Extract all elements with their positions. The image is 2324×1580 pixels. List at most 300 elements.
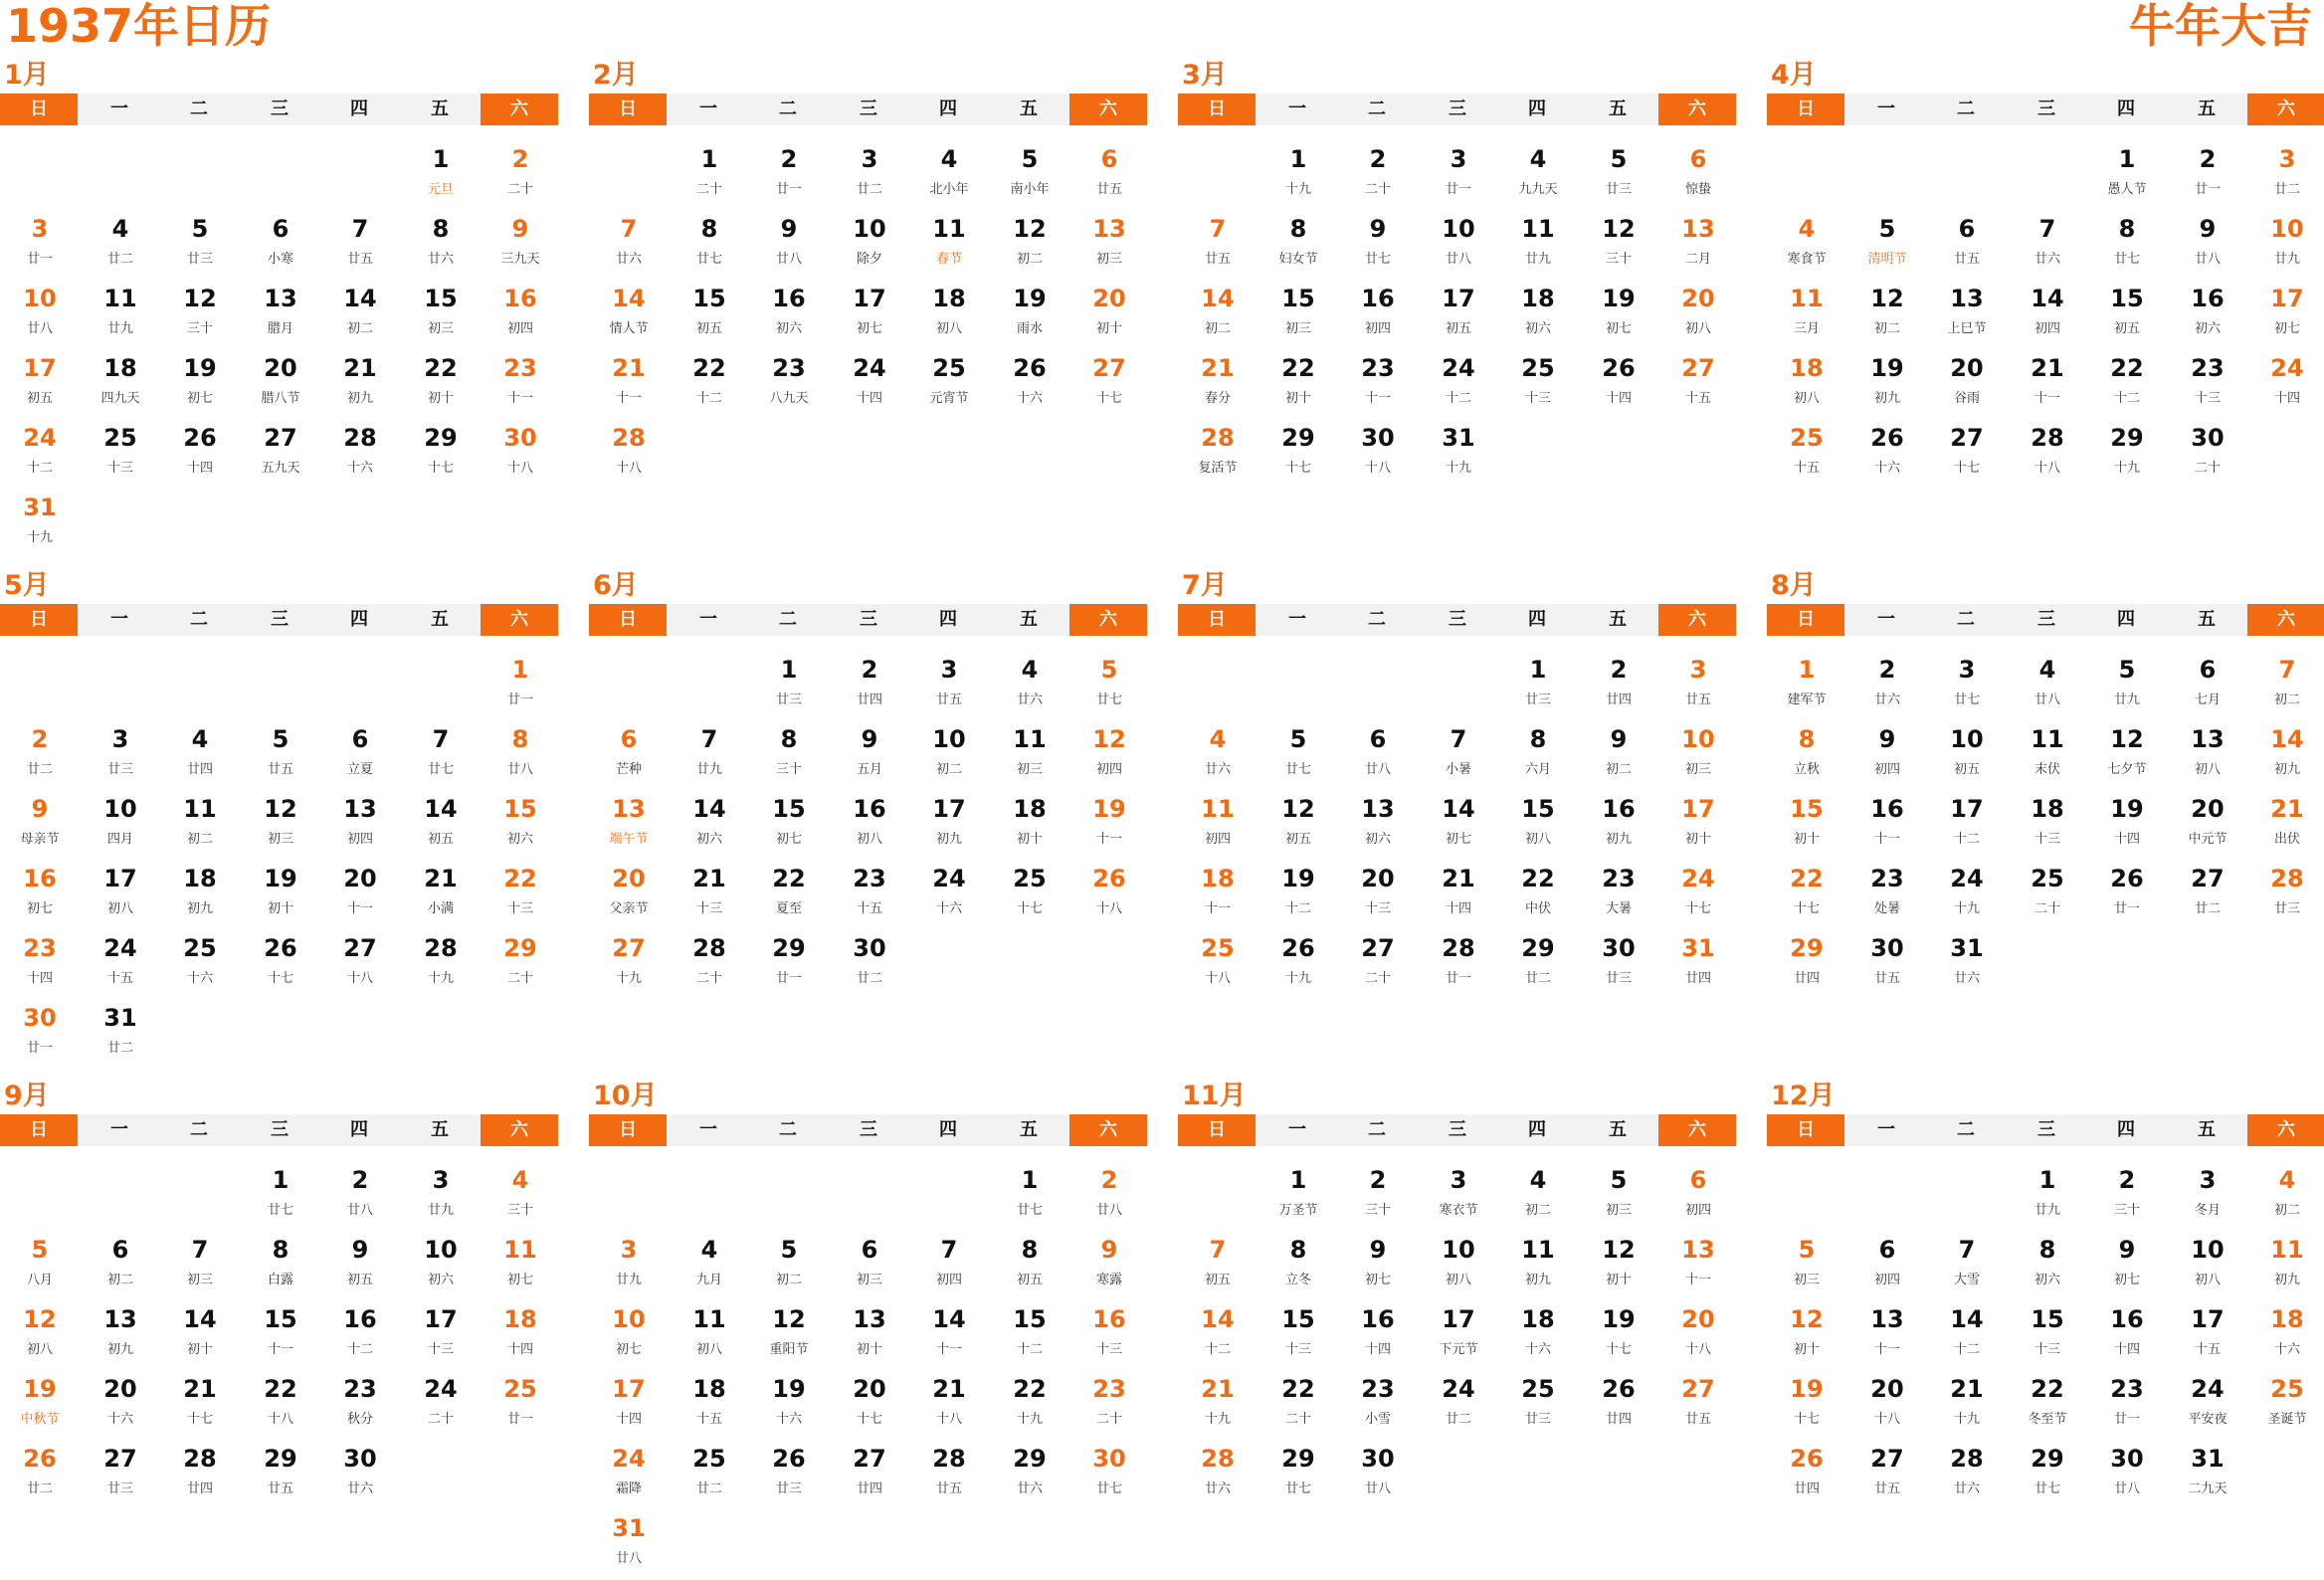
day-cell[interactable] [241, 1162, 320, 1232]
day-cell[interactable] [0, 721, 80, 791]
day-cell[interactable] [320, 721, 400, 791]
day-cell[interactable] [1927, 211, 2007, 281]
day-cell[interactable] [2247, 1371, 2324, 1441]
day-cell[interactable] [1847, 350, 1927, 420]
day-cell[interactable] [1498, 930, 1578, 1000]
day-cell[interactable] [241, 930, 320, 1000]
day-cell[interactable] [1338, 721, 1418, 791]
day-cell[interactable] [1927, 281, 2007, 350]
day-cell[interactable] [1178, 1441, 1258, 1510]
day-cell[interactable] [401, 721, 481, 791]
day-cell[interactable] [241, 350, 320, 420]
day-cell[interactable] [1847, 281, 1927, 350]
day-cell[interactable] [1498, 1232, 1578, 1301]
day-cell[interactable] [1259, 141, 1338, 211]
day-cell[interactable] [1498, 652, 1578, 721]
day-cell[interactable] [909, 1232, 989, 1301]
day-cell[interactable] [2087, 211, 2167, 281]
day-cell[interactable] [1767, 861, 1846, 930]
day-cell[interactable] [670, 721, 749, 791]
day-cell[interactable] [2168, 1301, 2247, 1371]
day-cell[interactable] [2168, 350, 2247, 420]
day-cell[interactable] [1847, 930, 1927, 1000]
day-cell[interactable] [481, 1162, 560, 1232]
day-cell[interactable] [1259, 1162, 1338, 1232]
day-cell[interactable] [401, 1232, 481, 1301]
day-cell[interactable] [1259, 861, 1338, 930]
day-cell[interactable] [589, 1232, 669, 1301]
day-cell[interactable] [81, 1301, 160, 1371]
day-cell[interactable] [160, 1441, 240, 1510]
day-cell[interactable] [1419, 930, 1498, 1000]
day-cell[interactable] [830, 861, 909, 930]
day-cell[interactable] [401, 281, 481, 350]
day-cell[interactable] [2168, 861, 2247, 930]
day-cell[interactable] [2087, 1441, 2167, 1510]
day-cell[interactable] [401, 1162, 481, 1232]
day-cell[interactable] [401, 1371, 481, 1441]
day-cell[interactable] [1178, 861, 1258, 930]
day-cell[interactable] [589, 721, 669, 791]
day-cell[interactable] [1419, 1371, 1498, 1441]
day-cell[interactable] [160, 1371, 240, 1441]
day-cell[interactable] [0, 281, 80, 350]
day-cell[interactable] [2168, 721, 2247, 791]
day-cell[interactable] [830, 1441, 909, 1510]
day-cell[interactable] [2247, 861, 2324, 930]
day-cell[interactable] [2087, 1301, 2167, 1371]
day-cell[interactable] [990, 1441, 1069, 1510]
day-cell[interactable] [1658, 652, 1738, 721]
day-cell[interactable] [160, 420, 240, 490]
day-cell[interactable] [1338, 1232, 1418, 1301]
day-cell[interactable] [1419, 141, 1498, 211]
day-cell[interactable] [0, 1000, 80, 1070]
day-cell[interactable] [241, 211, 320, 281]
day-cell[interactable] [1498, 1301, 1578, 1371]
day-cell[interactable] [241, 420, 320, 490]
day-cell[interactable] [830, 1232, 909, 1301]
day-cell[interactable] [670, 930, 749, 1000]
day-cell[interactable] [401, 141, 481, 211]
day-cell[interactable] [2168, 211, 2247, 281]
day-cell[interactable] [81, 1441, 160, 1510]
day-cell[interactable] [401, 350, 481, 420]
day-cell[interactable] [2008, 1371, 2087, 1441]
day-cell[interactable] [160, 861, 240, 930]
day-cell[interactable] [1579, 721, 1658, 791]
day-cell[interactable] [2087, 652, 2167, 721]
day-cell[interactable] [670, 281, 749, 350]
day-cell[interactable] [1498, 211, 1578, 281]
day-cell[interactable] [1338, 930, 1418, 1000]
day-cell[interactable] [1338, 1441, 1418, 1510]
day-cell[interactable] [1338, 861, 1418, 930]
day-cell[interactable] [2247, 350, 2324, 420]
day-cell[interactable] [1847, 211, 1927, 281]
day-cell[interactable] [2168, 420, 2247, 490]
day-cell[interactable] [749, 861, 829, 930]
day-cell[interactable] [320, 281, 400, 350]
day-cell[interactable] [1069, 1441, 1149, 1510]
day-cell[interactable] [1338, 1162, 1418, 1232]
day-cell[interactable] [1069, 861, 1149, 930]
day-cell[interactable] [589, 861, 669, 930]
day-cell[interactable] [1847, 1301, 1927, 1371]
day-cell[interactable] [481, 420, 560, 490]
day-cell[interactable] [81, 1232, 160, 1301]
day-cell[interactable] [481, 281, 560, 350]
day-cell[interactable] [909, 1301, 989, 1371]
day-cell[interactable] [1178, 281, 1258, 350]
day-cell[interactable] [1419, 281, 1498, 350]
day-cell[interactable] [1658, 350, 1738, 420]
day-cell[interactable] [990, 791, 1069, 861]
day-cell[interactable] [2087, 721, 2167, 791]
day-cell[interactable] [2087, 1232, 2167, 1301]
day-cell[interactable] [1767, 1232, 1846, 1301]
day-cell[interactable] [1419, 721, 1498, 791]
day-cell[interactable] [1259, 930, 1338, 1000]
day-cell[interactable] [1658, 791, 1738, 861]
day-cell[interactable] [749, 1371, 829, 1441]
day-cell[interactable] [1178, 791, 1258, 861]
day-cell[interactable] [589, 930, 669, 1000]
day-cell[interactable] [81, 211, 160, 281]
day-cell[interactable] [1338, 211, 1418, 281]
day-cell[interactable] [1927, 861, 2007, 930]
day-cell[interactable] [2247, 652, 2324, 721]
day-cell[interactable] [749, 930, 829, 1000]
day-cell[interactable] [909, 141, 989, 211]
day-cell[interactable] [1847, 1232, 1927, 1301]
day-cell[interactable] [2087, 141, 2167, 211]
day-cell[interactable] [81, 861, 160, 930]
day-cell[interactable] [749, 141, 829, 211]
day-cell[interactable] [160, 930, 240, 1000]
day-cell[interactable] [749, 791, 829, 861]
day-cell[interactable] [1419, 861, 1498, 930]
day-cell[interactable] [1069, 791, 1149, 861]
day-cell[interactable] [749, 281, 829, 350]
day-cell[interactable] [1178, 420, 1258, 490]
day-cell[interactable] [1259, 721, 1338, 791]
day-cell[interactable] [2087, 861, 2167, 930]
day-cell[interactable] [1259, 420, 1338, 490]
day-cell[interactable] [1338, 141, 1418, 211]
day-cell[interactable] [481, 652, 560, 721]
day-cell[interactable] [2247, 141, 2324, 211]
day-cell[interactable] [0, 490, 80, 559]
day-cell[interactable] [670, 1232, 749, 1301]
day-cell[interactable] [990, 1301, 1069, 1371]
day-cell[interactable] [1847, 1371, 1927, 1441]
day-cell[interactable] [1579, 861, 1658, 930]
day-cell[interactable] [990, 281, 1069, 350]
day-cell[interactable] [320, 211, 400, 281]
day-cell[interactable] [81, 721, 160, 791]
day-cell[interactable] [160, 1232, 240, 1301]
day-cell[interactable] [589, 791, 669, 861]
day-cell[interactable] [2168, 1162, 2247, 1232]
day-cell[interactable] [749, 1301, 829, 1371]
day-cell[interactable] [81, 791, 160, 861]
day-cell[interactable] [2008, 861, 2087, 930]
day-cell[interactable] [401, 420, 481, 490]
day-cell[interactable] [2087, 1371, 2167, 1441]
day-cell[interactable] [2008, 350, 2087, 420]
day-cell[interactable] [1847, 652, 1927, 721]
day-cell[interactable] [1579, 930, 1658, 1000]
day-cell[interactable] [670, 141, 749, 211]
day-cell[interactable] [81, 930, 160, 1000]
day-cell[interactable] [401, 1301, 481, 1371]
day-cell[interactable] [1767, 211, 1846, 281]
day-cell[interactable] [1069, 721, 1149, 791]
day-cell[interactable] [1069, 1162, 1149, 1232]
day-cell[interactable] [1259, 211, 1338, 281]
day-cell[interactable] [2087, 281, 2167, 350]
day-cell[interactable] [401, 930, 481, 1000]
day-cell[interactable] [2168, 1441, 2247, 1510]
day-cell[interactable] [81, 1371, 160, 1441]
day-cell[interactable] [2247, 281, 2324, 350]
day-cell[interactable] [1498, 861, 1578, 930]
day-cell[interactable] [1927, 1371, 2007, 1441]
day-cell[interactable] [1178, 350, 1258, 420]
day-cell[interactable] [2247, 1301, 2324, 1371]
day-cell[interactable] [2008, 652, 2087, 721]
day-cell[interactable] [1658, 1232, 1738, 1301]
day-cell[interactable] [830, 1301, 909, 1371]
day-cell[interactable] [1767, 1301, 1846, 1371]
day-cell[interactable] [1259, 791, 1338, 861]
day-cell[interactable] [320, 350, 400, 420]
day-cell[interactable] [2087, 791, 2167, 861]
day-cell[interactable] [1658, 1162, 1738, 1232]
day-cell[interactable] [1419, 1301, 1498, 1371]
day-cell[interactable] [160, 791, 240, 861]
day-cell[interactable] [1767, 420, 1846, 490]
day-cell[interactable] [0, 1441, 80, 1510]
day-cell[interactable] [990, 350, 1069, 420]
day-cell[interactable] [0, 1301, 80, 1371]
day-cell[interactable] [1069, 652, 1149, 721]
day-cell[interactable] [1178, 721, 1258, 791]
day-cell[interactable] [1927, 350, 2007, 420]
day-cell[interactable] [670, 211, 749, 281]
day-cell[interactable] [1579, 652, 1658, 721]
day-cell[interactable] [2008, 1441, 2087, 1510]
day-cell[interactable] [1419, 791, 1498, 861]
day-cell[interactable] [1069, 281, 1149, 350]
day-cell[interactable] [320, 1371, 400, 1441]
day-cell[interactable] [1338, 350, 1418, 420]
day-cell[interactable] [2247, 1232, 2324, 1301]
day-cell[interactable] [2087, 350, 2167, 420]
day-cell[interactable] [1658, 211, 1738, 281]
day-cell[interactable] [990, 1162, 1069, 1232]
day-cell[interactable] [481, 141, 560, 211]
day-cell[interactable] [1767, 1441, 1846, 1510]
day-cell[interactable] [1259, 281, 1338, 350]
day-cell[interactable] [1658, 930, 1738, 1000]
day-cell[interactable] [1579, 1162, 1658, 1232]
day-cell[interactable] [1927, 420, 2007, 490]
day-cell[interactable] [1259, 1371, 1338, 1441]
day-cell[interactable] [1259, 1441, 1338, 1510]
day-cell[interactable] [1498, 1371, 1578, 1441]
day-cell[interactable] [1069, 1301, 1149, 1371]
day-cell[interactable] [589, 281, 669, 350]
day-cell[interactable] [1338, 420, 1418, 490]
day-cell[interactable] [1579, 1301, 1658, 1371]
day-cell[interactable] [1178, 211, 1258, 281]
day-cell[interactable] [1419, 350, 1498, 420]
day-cell[interactable] [401, 211, 481, 281]
day-cell[interactable] [2247, 721, 2324, 791]
day-cell[interactable] [2008, 1301, 2087, 1371]
day-cell[interactable] [1069, 350, 1149, 420]
day-cell[interactable] [830, 930, 909, 1000]
day-cell[interactable] [1069, 1232, 1149, 1301]
day-cell[interactable] [1498, 350, 1578, 420]
day-cell[interactable] [2247, 211, 2324, 281]
day-cell[interactable] [589, 211, 669, 281]
day-cell[interactable] [990, 861, 1069, 930]
day-cell[interactable] [2168, 791, 2247, 861]
day-cell[interactable] [1927, 791, 2007, 861]
day-cell[interactable] [1579, 211, 1658, 281]
day-cell[interactable] [81, 420, 160, 490]
day-cell[interactable] [990, 721, 1069, 791]
day-cell[interactable] [160, 721, 240, 791]
day-cell[interactable] [2087, 1162, 2167, 1232]
day-cell[interactable] [909, 1441, 989, 1510]
day-cell[interactable] [990, 1232, 1069, 1301]
day-cell[interactable] [1847, 791, 1927, 861]
day-cell[interactable] [401, 861, 481, 930]
day-cell[interactable] [2168, 281, 2247, 350]
day-cell[interactable] [990, 1371, 1069, 1441]
day-cell[interactable] [0, 861, 80, 930]
day-cell[interactable] [1927, 1301, 2007, 1371]
day-cell[interactable] [0, 791, 80, 861]
day-cell[interactable] [160, 281, 240, 350]
day-cell[interactable] [1927, 652, 2007, 721]
day-cell[interactable] [2087, 420, 2167, 490]
day-cell[interactable] [909, 791, 989, 861]
day-cell[interactable] [1927, 1232, 2007, 1301]
day-cell[interactable] [1658, 1371, 1738, 1441]
day-cell[interactable] [1658, 281, 1738, 350]
day-cell[interactable] [401, 791, 481, 861]
day-cell[interactable] [1847, 420, 1927, 490]
day-cell[interactable] [830, 791, 909, 861]
day-cell[interactable] [749, 1441, 829, 1510]
day-cell[interactable] [670, 350, 749, 420]
day-cell[interactable] [1579, 141, 1658, 211]
day-cell[interactable] [1767, 791, 1846, 861]
day-cell[interactable] [2008, 211, 2087, 281]
day-cell[interactable] [1927, 721, 2007, 791]
day-cell[interactable] [1259, 1301, 1338, 1371]
day-cell[interactable] [1498, 721, 1578, 791]
day-cell[interactable] [81, 1000, 160, 1070]
day-cell[interactable] [589, 1371, 669, 1441]
day-cell[interactable] [1338, 281, 1418, 350]
day-cell[interactable] [1767, 721, 1846, 791]
day-cell[interactable] [241, 281, 320, 350]
day-cell[interactable] [1419, 420, 1498, 490]
day-cell[interactable] [481, 1371, 560, 1441]
day-cell[interactable] [241, 721, 320, 791]
day-cell[interactable] [1069, 211, 1149, 281]
day-cell[interactable] [1927, 1441, 2007, 1510]
day-cell[interactable] [749, 652, 829, 721]
day-cell[interactable] [241, 1441, 320, 1510]
day-cell[interactable] [909, 350, 989, 420]
day-cell[interactable] [1259, 1232, 1338, 1301]
day-cell[interactable] [670, 791, 749, 861]
day-cell[interactable] [320, 861, 400, 930]
day-cell[interactable] [1767, 1371, 1846, 1441]
day-cell[interactable] [481, 721, 560, 791]
day-cell[interactable] [481, 211, 560, 281]
day-cell[interactable] [0, 1232, 80, 1301]
day-cell[interactable] [1419, 211, 1498, 281]
day-cell[interactable] [749, 211, 829, 281]
day-cell[interactable] [241, 861, 320, 930]
day-cell[interactable] [2008, 1232, 2087, 1301]
day-cell[interactable] [0, 211, 80, 281]
day-cell[interactable] [2008, 791, 2087, 861]
day-cell[interactable] [481, 791, 560, 861]
day-cell[interactable] [909, 211, 989, 281]
day-cell[interactable] [160, 1301, 240, 1371]
day-cell[interactable] [909, 652, 989, 721]
day-cell[interactable] [1069, 1371, 1149, 1441]
day-cell[interactable] [749, 1232, 829, 1301]
day-cell[interactable] [990, 211, 1069, 281]
day-cell[interactable] [830, 281, 909, 350]
day-cell[interactable] [1658, 721, 1738, 791]
day-cell[interactable] [320, 1301, 400, 1371]
day-cell[interactable] [830, 1371, 909, 1441]
day-cell[interactable] [589, 350, 669, 420]
day-cell[interactable] [81, 281, 160, 350]
day-cell[interactable] [830, 721, 909, 791]
day-cell[interactable] [1927, 930, 2007, 1000]
day-cell[interactable] [1069, 141, 1149, 211]
day-cell[interactable] [1178, 1232, 1258, 1301]
day-cell[interactable] [241, 1301, 320, 1371]
day-cell[interactable] [909, 721, 989, 791]
day-cell[interactable] [2008, 420, 2087, 490]
day-cell[interactable] [1178, 1371, 1258, 1441]
day-cell[interactable] [481, 350, 560, 420]
day-cell[interactable] [1498, 281, 1578, 350]
day-cell[interactable] [2247, 1162, 2324, 1232]
day-cell[interactable] [1259, 350, 1338, 420]
day-cell[interactable] [320, 420, 400, 490]
day-cell[interactable] [1847, 1441, 1927, 1510]
day-cell[interactable] [589, 420, 669, 490]
day-cell[interactable] [1579, 1232, 1658, 1301]
day-cell[interactable] [1178, 930, 1258, 1000]
day-cell[interactable] [1658, 861, 1738, 930]
day-cell[interactable] [0, 930, 80, 1000]
